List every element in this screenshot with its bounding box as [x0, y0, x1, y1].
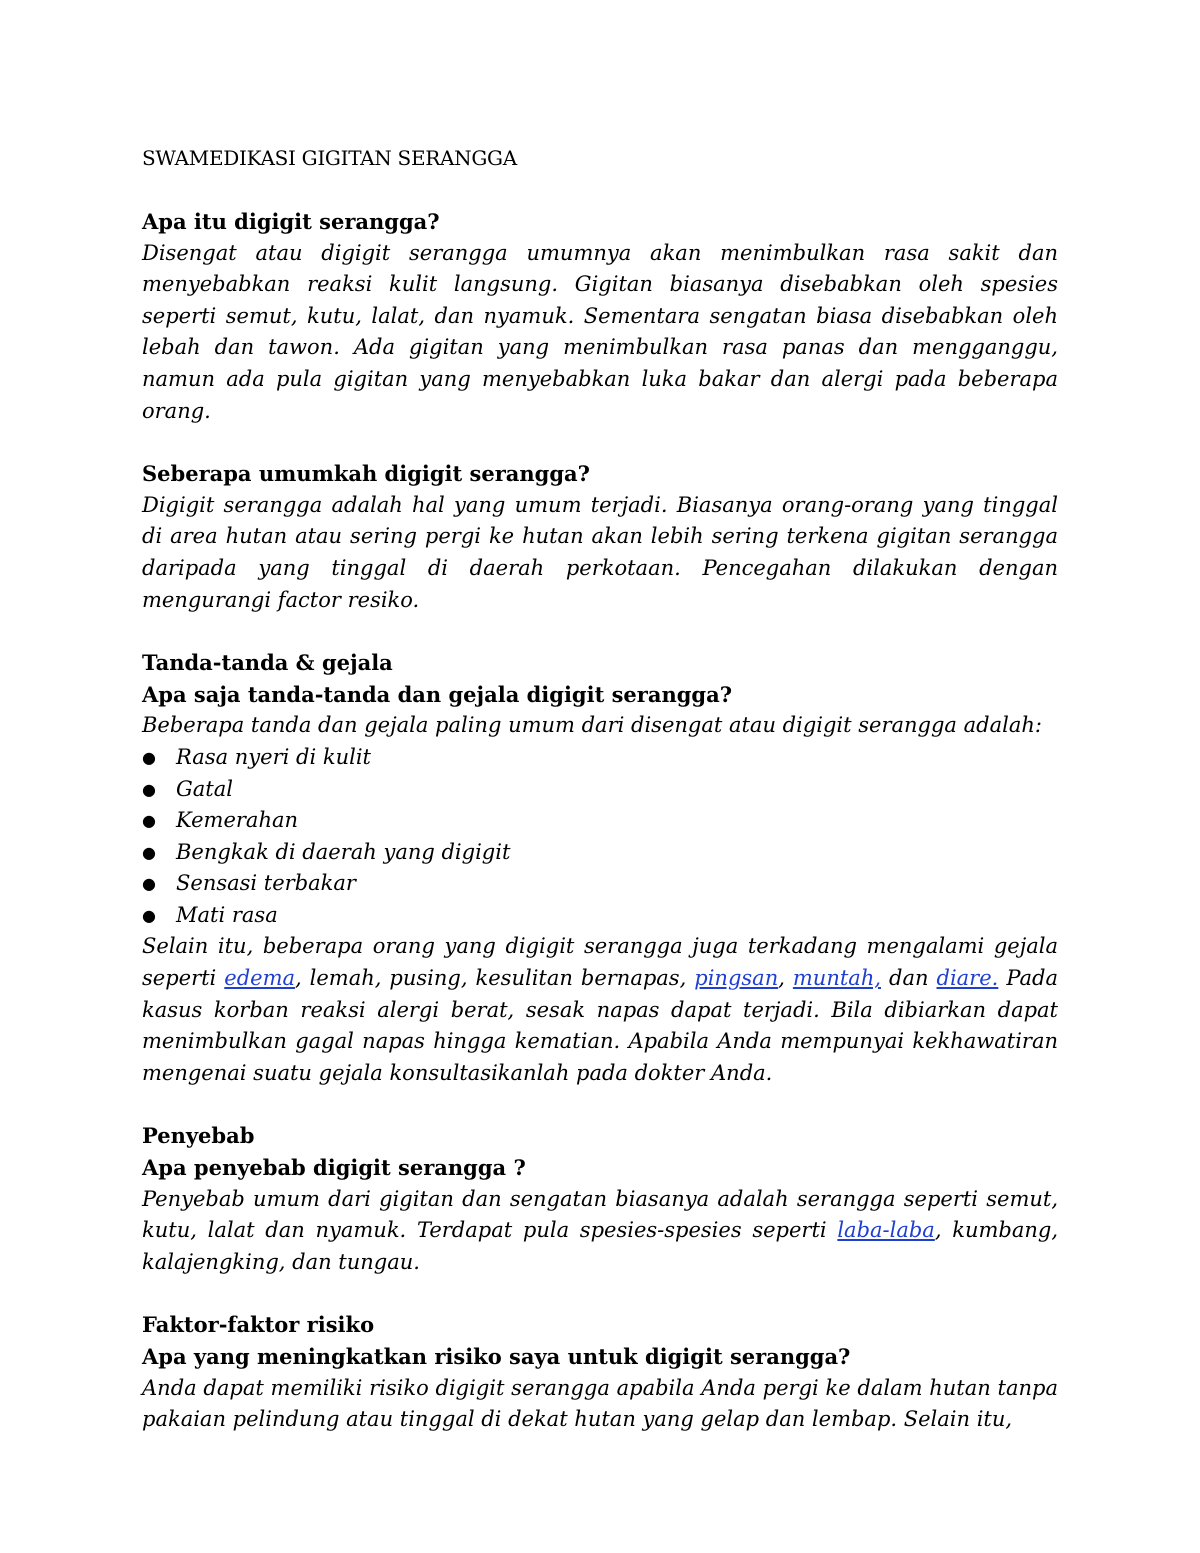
list-item-text: Rasa nyeri di kulit: [176, 744, 371, 769]
text-run: dan: [881, 966, 937, 991]
list-item: [142, 805, 1058, 837]
paragraph-causes: [142, 1184, 1058, 1279]
section-causes: [142, 1120, 1058, 1278]
heading-causes: Penyebab: [142, 1123, 255, 1149]
list-item-text: Kemerahan: [176, 808, 299, 833]
text-run: Selain itu, beberapa orang yang digigit serangga juga terkadang mengalami gejala seperti: [142, 934, 1058, 991]
text-run: , kumbang, kalajengking, dan tungau.: [142, 1218, 1058, 1274]
symptoms-list: [142, 742, 1058, 932]
text-run: Pada kasus korban reaksi alergi berat, sesak napas dapat terjadi. Bila dibiarkan dapat menimbulkan gagal napas hingga kematian. Apabila Anda mempunyai kekhawatiran mengenai suatu gejala konsultasikanlah pada dokter Anda.: [142, 966, 1058, 1085]
question-what-is: Apa itu digigit serangga?: [142, 209, 440, 234]
text-run: Penyebab umum dari gigitan dan sengatan biasanya adalah serangga seperti semut, kutu, lalat dan nyamuk. Terdapat pula spesies-spesies seperti: [142, 1186, 1058, 1243]
link-diare[interactable]: diare.: [936, 966, 999, 991]
section-how-common: [142, 458, 1058, 616]
list-item-text: Bengkak di daerah yang digigit: [176, 839, 511, 864]
section-risk-factors: [142, 1309, 1058, 1435]
list-item: [142, 837, 1058, 869]
section-symptoms: [142, 647, 1058, 1089]
link-edema[interactable]: edema: [224, 966, 295, 991]
link-laba-laba[interactable]: laba-laba: [837, 1218, 935, 1243]
heading-symptoms: Tanda-tanda & gejala: [142, 650, 393, 676]
list-item: [142, 900, 1058, 932]
text-run: ,: [778, 966, 793, 991]
bullet-icon: ●: [142, 874, 156, 894]
paragraph-what-is: Disengat atau digigit serangga umumnya akan menimbulkan rasa sakit dan menyebabkan reaksi kulit langsung. Gigitan biasanya disebabkan oleh spesies seperti semut, kutu, lalat, dan nyamuk. Sementara sengatan biasa disebabkan oleh lebah dan tawon. Ada gigitan yang menimbulkan rasa panas dan mengganggu, namun ada pula gigitan yang menyebabkan luka bakar dan alergi pada beberapa orang.: [142, 240, 1058, 423]
bullet-icon: ●: [142, 905, 156, 925]
paragraph-symptoms-intro: Beberapa tanda dan gejala paling umum dari disengat atau digigit serangga adalah:: [142, 713, 1042, 738]
list-item-text: Sensasi terbakar: [176, 871, 356, 896]
paragraph-symptoms-more: [142, 931, 1058, 1089]
list-item-text: Gatal: [176, 776, 233, 801]
list-item: [142, 774, 1058, 806]
document-title: SWAMEDIKASI GIGITAN SERANGGA: [142, 146, 517, 170]
paragraph-how-common: Digigit serangga adalah hal yang umum terjadi. Biasanya orang-orang yang tinggal di area hutan atau sering pergi ke hutan akan lebih sering terkena gigitan serangga daripada yang tinggal di daerah perkotaan. Pencegahan dilakukan dengan mengurangi factor resiko.: [142, 492, 1058, 612]
link-muntah[interactable]: muntah,: [792, 966, 882, 991]
document-page: [142, 138, 1058, 1436]
bullet-icon: ●: [142, 811, 156, 831]
bullet-icon: ●: [142, 842, 156, 862]
question-how-common: Seberapa umumkah digigit serangga?: [142, 461, 590, 487]
bullet-icon: ●: [142, 747, 156, 767]
list-item-text: Mati rasa: [176, 902, 278, 927]
bullet-icon: ●: [142, 779, 156, 799]
question-risk-factors: Apa yang meningkatkan risiko saya untuk digigit serangga?: [142, 1344, 851, 1369]
question-symptoms: Apa saja tanda-tanda dan gejala digigit serangga?: [142, 681, 733, 707]
heading-risk-factors: Faktor-faktor risiko: [142, 1312, 375, 1338]
section-what-is: [142, 206, 1058, 427]
link-pingsan[interactable]: pingsan: [694, 966, 779, 991]
question-causes: Apa penyebab digigit serangga ?: [142, 1155, 526, 1181]
paragraph-risk-factors: Anda dapat memiliki risiko digigit serangga apabila Anda pergi ke dalam hutan tanpa pakaian pelindung atau tinggal di dekat hutan yang gelap dan lembap. Selain itu,: [142, 1375, 1058, 1432]
list-item: [142, 868, 1058, 900]
list-item: [142, 742, 1058, 774]
text-run: , lemah, pusing, kesulitan bernapas,: [295, 966, 695, 991]
